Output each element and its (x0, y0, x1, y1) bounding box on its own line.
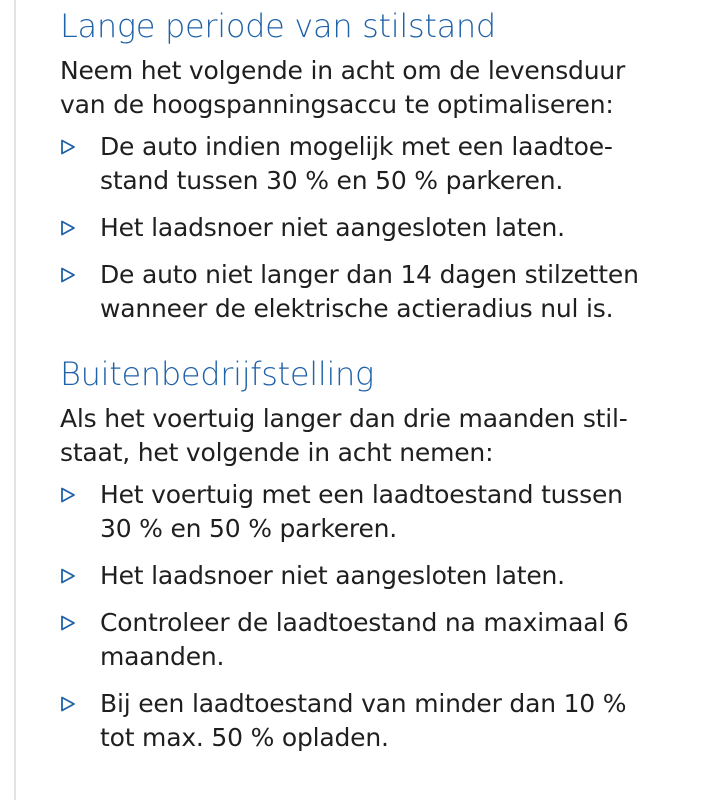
triangle-right-outline-icon (60, 568, 76, 584)
bullet-list (60, 130, 710, 326)
triangle-right-outline-icon (60, 696, 76, 712)
list-item-line: De auto indien mogelijk met een laadtoe- (100, 132, 613, 161)
section-long-standstill (60, 4, 710, 326)
list-item-line: maanden. (100, 642, 225, 671)
list-item-line: De auto niet langer dan 14 dagen stilzetten (100, 260, 639, 289)
list-item (60, 478, 710, 546)
triangle-right-outline-icon (60, 267, 76, 283)
intro-line: Als het voertuig langer dan drie maanden stil- (60, 404, 628, 433)
triangle-right-outline-icon (60, 615, 76, 631)
list-item (60, 130, 710, 198)
list-item (60, 258, 710, 326)
bullet-list (60, 478, 710, 755)
document-content (60, 4, 710, 768)
section-intro (60, 54, 710, 122)
triangle-right-outline-icon (60, 139, 76, 155)
triangle-right-outline-icon (60, 220, 76, 236)
list-item-line: 30 % en 50 % parkeren. (100, 514, 398, 543)
list-item-line: stand tussen 30 % en 50 % parkeren. (100, 166, 564, 195)
list-item-line: Het voertuig met een laadtoestand tussen (100, 480, 623, 509)
list-item (60, 606, 710, 674)
list-item-line: Controleer de laadtoestand na maximaal 6 (100, 608, 629, 637)
list-item-line: tot max. 50 % opladen. (100, 723, 389, 752)
section-title: Lange periode van stilstand (60, 7, 496, 45)
section-title: Buitenbedrijfstelling (60, 355, 374, 393)
list-item-line: Bij een laadtoestand van minder dan 10 % (100, 689, 627, 718)
triangle-right-outline-icon (60, 487, 76, 503)
intro-line: staat, het volgende in acht nemen: (60, 438, 494, 467)
list-item (60, 687, 710, 755)
list-item (60, 559, 710, 593)
intro-line: van de hoogspanningsaccu te optimaliseren: (60, 90, 614, 119)
intro-line: Neem het volgende in acht om de levensduur (60, 56, 626, 85)
list-item-line: Het laadsnoer niet aangesloten laten. (100, 213, 565, 242)
list-item-line: Het laadsnoer niet aangesloten laten. (100, 561, 565, 590)
section-decommissioning (60, 352, 710, 755)
list-item-line: wanneer de elektrische actieradius nul is. (100, 294, 614, 323)
list-item (60, 211, 710, 245)
section-intro (60, 402, 710, 470)
page-margin-rule (14, 0, 16, 800)
